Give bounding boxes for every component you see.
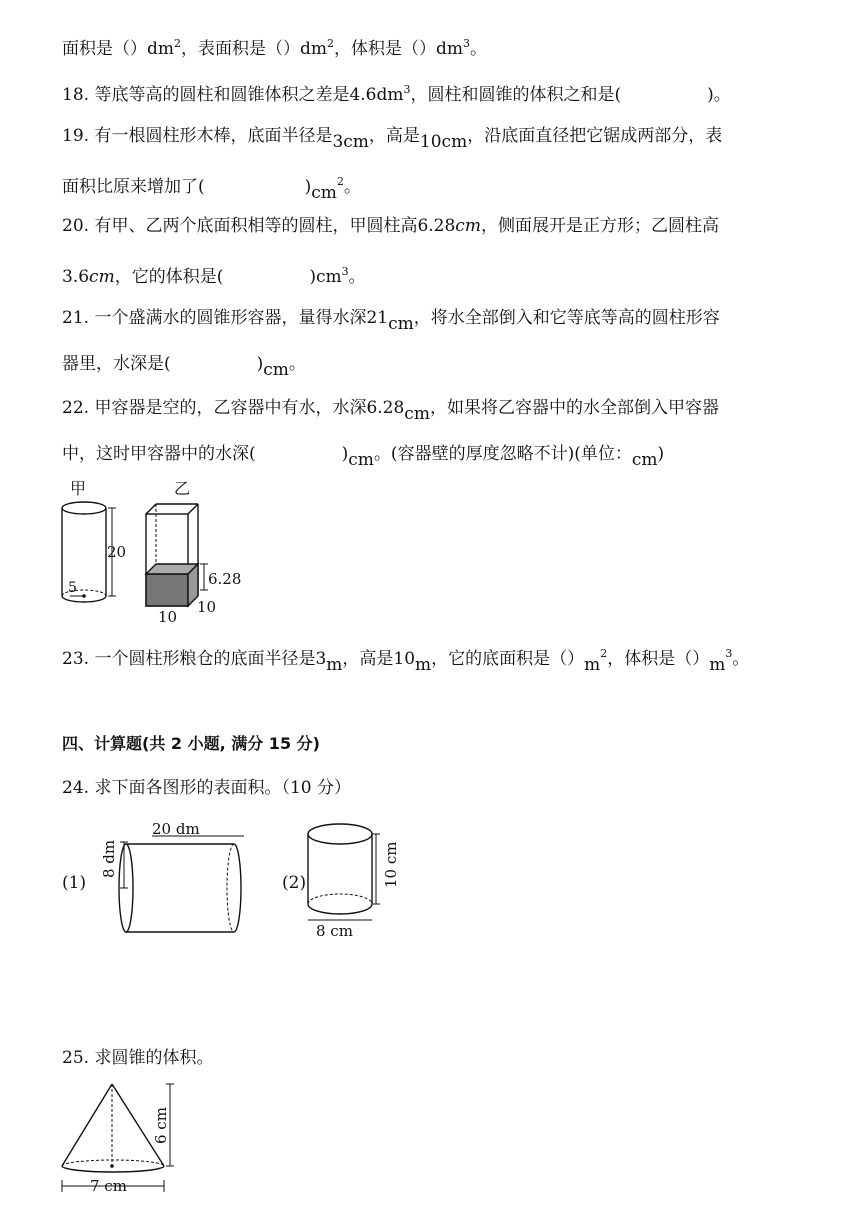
question-20-line2: 3.6cm，它的体积是( )$cm^3$。 (62, 265, 366, 287)
cone-height-label: 6 cm (152, 1107, 170, 1144)
question-22-line2: 中，这时甲容器中的水深( )cm。(容器壁的厚度忽略不计)(单位：cm) (62, 444, 665, 470)
depth-label: 10 (197, 598, 217, 616)
fig1-label: (1) (62, 873, 87, 893)
width-label: 10 (158, 608, 178, 626)
q24-figure (58, 816, 418, 946)
cylinder-top (62, 502, 106, 514)
length-label: 20 dm (152, 820, 200, 838)
question-18: 18. 等底等高的圆柱和圆锥体积之差是$4.6dm^3$，圆柱和圆锥的体积之和是( )。 (62, 83, 731, 105)
question-19-line2: 面积比原来增加了( )$cm^2$。 (62, 175, 361, 203)
question-21-line2: 器里，水深是( )cm。 (62, 354, 306, 380)
question-23: 23. 一个圆柱形粮仓的底面半径是3m，高是10m，它的底面积是$()m^2$，体积是$()m^3$。 (62, 647, 750, 675)
cylinder1-right-front (234, 844, 241, 932)
diameter2-label: 8 cm (316, 922, 353, 940)
question-22: 22. 甲容器是空的，乙容器中有水，水深6.28cm，如果将乙容器中的水全部倒入甲容器 (62, 398, 719, 424)
cylinder1-right-back (227, 844, 234, 932)
q25-figure (56, 1080, 196, 1198)
question-19: 19. 有一根圆柱形木棒，底面半径是3cm，高是10cm，沿底面直径把它锯成两部分，表 (62, 126, 723, 152)
q22-figure (50, 478, 250, 628)
cone-left-edge (62, 1084, 112, 1166)
cone-diameter-label: 7 cm (90, 1177, 127, 1195)
height-label: 20 (107, 543, 127, 561)
radius-label: 5 (68, 580, 77, 596)
center-dot (82, 594, 86, 598)
section-heading: 四、计算题(共 2 小题, 满分 15 分) (62, 734, 320, 753)
fig2-label: (2) (282, 873, 307, 893)
cylinder2-top (308, 824, 372, 844)
question-20: 20. 有甲、乙两个底面积相等的圆柱，甲圆柱高6.28cm，侧面展开是正方形；乙圆柱高 (62, 216, 719, 236)
question-25: 25. 求圆锥的体积。 (62, 1048, 214, 1068)
water-front (146, 574, 188, 606)
label-jia: 甲 (70, 479, 87, 498)
question-21: 21. 一个盛满水的圆锥形容器，量得水深21cm，将水全部倒入和它等底等高的圆柱形容 (62, 308, 720, 334)
q17-continuation: 面积是$()dm^2$，表面积是$()dm^2$，体积是$()dm^3$。 (62, 37, 488, 59)
cone-center-dot (110, 1164, 114, 1168)
label-yi: 乙 (174, 479, 191, 498)
height2-label: 10 cm (382, 841, 400, 888)
water-depth-label: 6.28 (208, 570, 242, 588)
question-24: 24. 求下面各图形的表面积。（10 分） (62, 778, 351, 798)
cylinder2-bottom-front (308, 904, 372, 914)
cylinder2-bottom-back (308, 894, 372, 904)
diameter-label: 8 dm (100, 839, 118, 878)
